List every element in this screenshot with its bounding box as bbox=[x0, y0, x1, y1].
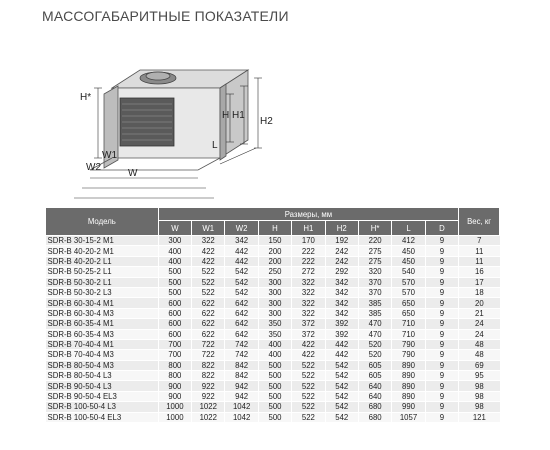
table-row bbox=[46, 412, 500, 422]
dimension-cell: 9 bbox=[425, 412, 458, 422]
dimension-cell: 500 bbox=[258, 360, 291, 370]
weight-cell: 98 bbox=[459, 402, 500, 412]
dimension-cell: 942 bbox=[225, 381, 258, 391]
dimension-cell: 500 bbox=[258, 391, 291, 401]
table-row bbox=[46, 308, 500, 318]
dimension-cell: 470 bbox=[358, 319, 391, 329]
dimension-cell: 9 bbox=[425, 402, 458, 412]
table-row bbox=[46, 381, 500, 391]
dimension-cell: 322 bbox=[192, 236, 225, 246]
dimension-cell: 422 bbox=[292, 350, 325, 360]
dimension-cell: 222 bbox=[292, 246, 325, 256]
dimension-cell: 600 bbox=[158, 298, 191, 308]
model-cell: SDR-B 30-15-2 M1 bbox=[46, 236, 159, 246]
table-row bbox=[46, 339, 500, 349]
dimension-cell: 300 bbox=[258, 298, 291, 308]
dimension-cell: 600 bbox=[158, 308, 191, 318]
dimension-cell: 800 bbox=[158, 371, 191, 381]
dimension-cell: 990 bbox=[392, 402, 425, 412]
dim-label-w2: W2 bbox=[86, 162, 101, 173]
column-header: W bbox=[158, 221, 191, 236]
dimension-cell: 900 bbox=[158, 381, 191, 391]
dimension-cell: 500 bbox=[258, 381, 291, 391]
model-cell: SDR-B 40-20-2 M1 bbox=[46, 246, 159, 256]
dimension-cell: 400 bbox=[258, 350, 291, 360]
dimension-cell: 500 bbox=[158, 267, 191, 277]
dimension-cell: 500 bbox=[158, 287, 191, 297]
dimension-cell: 9 bbox=[425, 277, 458, 287]
table-row bbox=[46, 298, 500, 308]
column-header: H* bbox=[358, 221, 391, 236]
dimension-cell: 542 bbox=[325, 402, 358, 412]
table-row bbox=[46, 267, 500, 277]
dimension-cell: 9 bbox=[425, 236, 458, 246]
dimension-cell: 9 bbox=[425, 287, 458, 297]
dimension-cell: 542 bbox=[325, 381, 358, 391]
dimension-cell: 385 bbox=[358, 308, 391, 318]
dimension-cell: 500 bbox=[258, 412, 291, 422]
dimension-cell: 622 bbox=[192, 298, 225, 308]
dimension-cell: 605 bbox=[358, 360, 391, 370]
dimension-cell: 842 bbox=[225, 371, 258, 381]
model-cell: SDR-B 80-50-4 M3 bbox=[46, 360, 159, 370]
dimension-cell: 9 bbox=[425, 298, 458, 308]
dimension-cell: 642 bbox=[225, 308, 258, 318]
dim-label-h: H bbox=[222, 110, 230, 121]
weight-cell: 24 bbox=[459, 329, 500, 339]
dimension-cell: 300 bbox=[158, 236, 191, 246]
dimension-cell: 9 bbox=[425, 391, 458, 401]
dimension-cell: 322 bbox=[292, 308, 325, 318]
table-row bbox=[46, 391, 500, 401]
dimension-cell: 710 bbox=[392, 329, 425, 339]
weight-cell: 11 bbox=[459, 256, 500, 266]
dimension-cell: 9 bbox=[425, 329, 458, 339]
dimension-cell: 542 bbox=[325, 371, 358, 381]
dimension-cell: 520 bbox=[358, 339, 391, 349]
dimensions-header: Размеры, мм bbox=[158, 208, 458, 221]
dimension-cell: 392 bbox=[325, 329, 358, 339]
dimension-cell: 422 bbox=[192, 246, 225, 256]
dimension-cell: 600 bbox=[158, 319, 191, 329]
dimension-cell: 800 bbox=[158, 360, 191, 370]
dimension-cell: 642 bbox=[225, 329, 258, 339]
table-row bbox=[46, 256, 500, 266]
table-row bbox=[46, 319, 500, 329]
dimension-cell: 842 bbox=[225, 360, 258, 370]
dimension-cell: 640 bbox=[358, 381, 391, 391]
dimension-cell: 372 bbox=[292, 319, 325, 329]
dimension-cell: 522 bbox=[192, 287, 225, 297]
column-header: D bbox=[425, 221, 458, 236]
dimension-cell: 9 bbox=[425, 319, 458, 329]
dimension-cell: 922 bbox=[192, 381, 225, 391]
dimension-cell: 385 bbox=[358, 298, 391, 308]
dimension-cell: 9 bbox=[425, 381, 458, 391]
weight-cell: 21 bbox=[459, 308, 500, 318]
dimension-cell: 500 bbox=[258, 402, 291, 412]
dimension-cell: 790 bbox=[392, 350, 425, 360]
dimension-cell: 350 bbox=[258, 329, 291, 339]
dimension-cell: 522 bbox=[292, 381, 325, 391]
dimension-cell: 272 bbox=[292, 267, 325, 277]
weight-cell: 16 bbox=[459, 267, 500, 277]
dimension-cell: 742 bbox=[225, 350, 258, 360]
dimension-cell: 222 bbox=[292, 256, 325, 266]
model-cell: SDR-B 100-50-4 L3 bbox=[46, 402, 159, 412]
weight-header: Вес, кг bbox=[459, 208, 500, 236]
specs-table-body bbox=[46, 236, 500, 423]
column-header: H bbox=[258, 221, 291, 236]
dimension-cell: 680 bbox=[358, 412, 391, 422]
dimension-cell: 275 bbox=[358, 246, 391, 256]
dimension-cell: 450 bbox=[392, 246, 425, 256]
dimension-cell: 542 bbox=[325, 391, 358, 401]
dimension-cell: 322 bbox=[292, 298, 325, 308]
dimension-cell: 300 bbox=[258, 277, 291, 287]
model-cell: SDR-B 80-50-4 L3 bbox=[46, 371, 159, 381]
dimension-cell: 722 bbox=[192, 350, 225, 360]
dimension-cell: 890 bbox=[392, 360, 425, 370]
dimension-cell: 372 bbox=[292, 329, 325, 339]
dimension-cell: 542 bbox=[325, 360, 358, 370]
table-row bbox=[46, 236, 500, 246]
dimension-cell: 370 bbox=[358, 287, 391, 297]
model-cell: SDR-B 50-25-2 L1 bbox=[46, 267, 159, 277]
dim-label-h1: H1 bbox=[232, 110, 245, 121]
dimension-cell: 9 bbox=[425, 267, 458, 277]
table-row bbox=[46, 277, 500, 287]
weight-cell: 98 bbox=[459, 391, 500, 401]
weight-cell: 20 bbox=[459, 298, 500, 308]
dimension-cell: 422 bbox=[192, 256, 225, 266]
dimension-cell: 9 bbox=[425, 350, 458, 360]
dimension-cell: 822 bbox=[192, 371, 225, 381]
dimension-cell: 605 bbox=[358, 371, 391, 381]
table-row bbox=[46, 402, 500, 412]
dimension-cell: 742 bbox=[225, 339, 258, 349]
dimension-cell: 890 bbox=[392, 371, 425, 381]
dimension-cell: 370 bbox=[358, 277, 391, 287]
dimension-cell: 522 bbox=[292, 391, 325, 401]
column-header: H2 bbox=[325, 221, 358, 236]
dimension-cell: 522 bbox=[292, 402, 325, 412]
weight-cell: 48 bbox=[459, 350, 500, 360]
dimension-cell: 650 bbox=[392, 298, 425, 308]
dim-label-l: L bbox=[212, 140, 218, 151]
page-title: МАССОГАБАРИТНЫЕ ПОКАЗАТЕЛИ bbox=[42, 8, 289, 24]
dimension-cell: 942 bbox=[225, 391, 258, 401]
dimension-cell: 322 bbox=[292, 277, 325, 287]
dimension-cell: 1000 bbox=[158, 402, 191, 412]
dimension-cell: 9 bbox=[425, 256, 458, 266]
dim-label-h-star: H* bbox=[80, 92, 92, 103]
dim-label-h2: H2 bbox=[260, 116, 273, 127]
dimension-cell: 400 bbox=[158, 256, 191, 266]
dimension-cell: 442 bbox=[225, 246, 258, 256]
table-row bbox=[46, 350, 500, 360]
dimension-cell: 710 bbox=[392, 319, 425, 329]
dimension-cell: 242 bbox=[325, 246, 358, 256]
dimension-cell: 680 bbox=[358, 402, 391, 412]
table-row bbox=[46, 287, 500, 297]
model-header: Модель bbox=[46, 208, 159, 236]
dimension-cell: 622 bbox=[192, 308, 225, 318]
dimension-cell: 150 bbox=[258, 236, 291, 246]
dimension-cell: 790 bbox=[392, 339, 425, 349]
dimension-cell: 542 bbox=[225, 267, 258, 277]
dimension-cell: 400 bbox=[258, 339, 291, 349]
dimension-cell: 822 bbox=[192, 360, 225, 370]
dimension-cell: 522 bbox=[292, 371, 325, 381]
dimension-cell: 700 bbox=[158, 339, 191, 349]
model-cell: SDR-B 90-50-4 L3 bbox=[46, 381, 159, 391]
dimension-cell: 1057 bbox=[392, 412, 425, 422]
dimension-cell: 442 bbox=[225, 256, 258, 266]
dimension-cell: 522 bbox=[192, 267, 225, 277]
dimension-cell: 9 bbox=[425, 339, 458, 349]
dimension-cell: 450 bbox=[392, 256, 425, 266]
dimension-cell: 342 bbox=[225, 236, 258, 246]
dimension-cell: 570 bbox=[392, 287, 425, 297]
dimension-cell: 442 bbox=[325, 339, 358, 349]
dimension-cell: 520 bbox=[358, 350, 391, 360]
dimension-cell: 500 bbox=[158, 277, 191, 287]
column-header: L bbox=[392, 221, 425, 236]
dimension-cell: 9 bbox=[425, 360, 458, 370]
table-row bbox=[46, 246, 500, 256]
weight-cell: 7 bbox=[459, 236, 500, 246]
dim-label-w: W bbox=[128, 168, 138, 179]
dimension-cell: 242 bbox=[325, 256, 358, 266]
model-cell: SDR-B 90-50-4 EL3 bbox=[46, 391, 159, 401]
weight-cell: 121 bbox=[459, 412, 500, 422]
dimension-cell: 1042 bbox=[225, 412, 258, 422]
specs-table bbox=[45, 207, 500, 423]
dimension-cell: 200 bbox=[258, 256, 291, 266]
dimension-cell: 170 bbox=[292, 236, 325, 246]
dimension-cell: 500 bbox=[258, 371, 291, 381]
dimension-cell: 600 bbox=[158, 329, 191, 339]
dimension-cell: 442 bbox=[325, 350, 358, 360]
dimension-cell: 300 bbox=[258, 308, 291, 318]
dimension-cell: 542 bbox=[325, 412, 358, 422]
dimension-cell: 392 bbox=[325, 319, 358, 329]
model-cell: SDR-B 60-30-4 M3 bbox=[46, 308, 159, 318]
dimension-cell: 570 bbox=[392, 277, 425, 287]
dimension-cell: 522 bbox=[292, 360, 325, 370]
dimension-cell: 1000 bbox=[158, 412, 191, 422]
weight-cell: 69 bbox=[459, 360, 500, 370]
dimension-cell: 642 bbox=[225, 298, 258, 308]
weight-cell: 95 bbox=[459, 371, 500, 381]
model-cell: SDR-B 100-50-4 EL3 bbox=[46, 412, 159, 422]
weight-cell: 18 bbox=[459, 287, 500, 297]
weight-cell: 98 bbox=[459, 381, 500, 391]
model-cell: SDR-B 50-30-2 L3 bbox=[46, 287, 159, 297]
fan-dimension-drawing bbox=[60, 48, 290, 208]
model-cell: SDR-B 70-40-4 M1 bbox=[46, 339, 159, 349]
dimension-cell: 640 bbox=[358, 391, 391, 401]
dimension-cell: 250 bbox=[258, 267, 291, 277]
dimension-cell: 342 bbox=[325, 298, 358, 308]
dimension-cell: 9 bbox=[425, 308, 458, 318]
dimension-cell: 922 bbox=[192, 391, 225, 401]
column-header: W1 bbox=[192, 221, 225, 236]
weight-cell: 11 bbox=[459, 246, 500, 256]
dimension-cell: 422 bbox=[292, 339, 325, 349]
model-cell: SDR-B 40-20-2 L1 bbox=[46, 256, 159, 266]
table-row bbox=[46, 329, 500, 339]
dimension-cell: 292 bbox=[325, 267, 358, 277]
weight-cell: 48 bbox=[459, 339, 500, 349]
dimension-cell: 342 bbox=[325, 308, 358, 318]
dimension-cell: 622 bbox=[192, 329, 225, 339]
dimension-cell: 642 bbox=[225, 319, 258, 329]
dimension-cell: 522 bbox=[192, 277, 225, 287]
column-header: H1 bbox=[292, 221, 325, 236]
dimension-cell: 275 bbox=[358, 256, 391, 266]
dimension-cell: 722 bbox=[192, 339, 225, 349]
dimension-cell: 650 bbox=[392, 308, 425, 318]
dimension-cell: 192 bbox=[325, 236, 358, 246]
dimension-cell: 320 bbox=[358, 267, 391, 277]
column-header: W2 bbox=[225, 221, 258, 236]
dim-label-w1: W1 bbox=[102, 150, 117, 161]
table-row bbox=[46, 360, 500, 370]
dimension-cell: 542 bbox=[225, 287, 258, 297]
dimension-cell: 890 bbox=[392, 391, 425, 401]
model-cell: SDR-B 50-30-2 L1 bbox=[46, 277, 159, 287]
weight-cell: 24 bbox=[459, 319, 500, 329]
dimension-cell: 522 bbox=[292, 412, 325, 422]
dimension-cell: 540 bbox=[392, 267, 425, 277]
dimension-cell: 1042 bbox=[225, 402, 258, 412]
dimension-cell: 622 bbox=[192, 319, 225, 329]
dimension-cell: 400 bbox=[158, 246, 191, 256]
dimension-cell: 200 bbox=[258, 246, 291, 256]
model-cell: SDR-B 60-35-4 M3 bbox=[46, 329, 159, 339]
model-cell: SDR-B 60-35-4 M1 bbox=[46, 319, 159, 329]
dimension-cell: 700 bbox=[158, 350, 191, 360]
dimension-cell: 470 bbox=[358, 329, 391, 339]
table-row bbox=[46, 371, 500, 381]
dimension-cell: 542 bbox=[225, 277, 258, 287]
dimension-cell: 1022 bbox=[192, 412, 225, 422]
dimension-cell: 220 bbox=[358, 236, 391, 246]
dimension-cell: 900 bbox=[158, 391, 191, 401]
model-cell: SDR-B 70-40-4 M3 bbox=[46, 350, 159, 360]
dimension-cell: 412 bbox=[392, 236, 425, 246]
dimension-cell: 322 bbox=[292, 287, 325, 297]
dimension-cell: 9 bbox=[425, 246, 458, 256]
dimension-cell: 350 bbox=[258, 319, 291, 329]
model-cell: SDR-B 60-30-4 M1 bbox=[46, 298, 159, 308]
dimension-cell: 9 bbox=[425, 371, 458, 381]
dimension-cell: 342 bbox=[325, 287, 358, 297]
weight-cell: 17 bbox=[459, 277, 500, 287]
dimension-cell: 300 bbox=[258, 287, 291, 297]
dimension-cell: 890 bbox=[392, 381, 425, 391]
dimension-cell: 1022 bbox=[192, 402, 225, 412]
dimension-cell: 342 bbox=[325, 277, 358, 287]
